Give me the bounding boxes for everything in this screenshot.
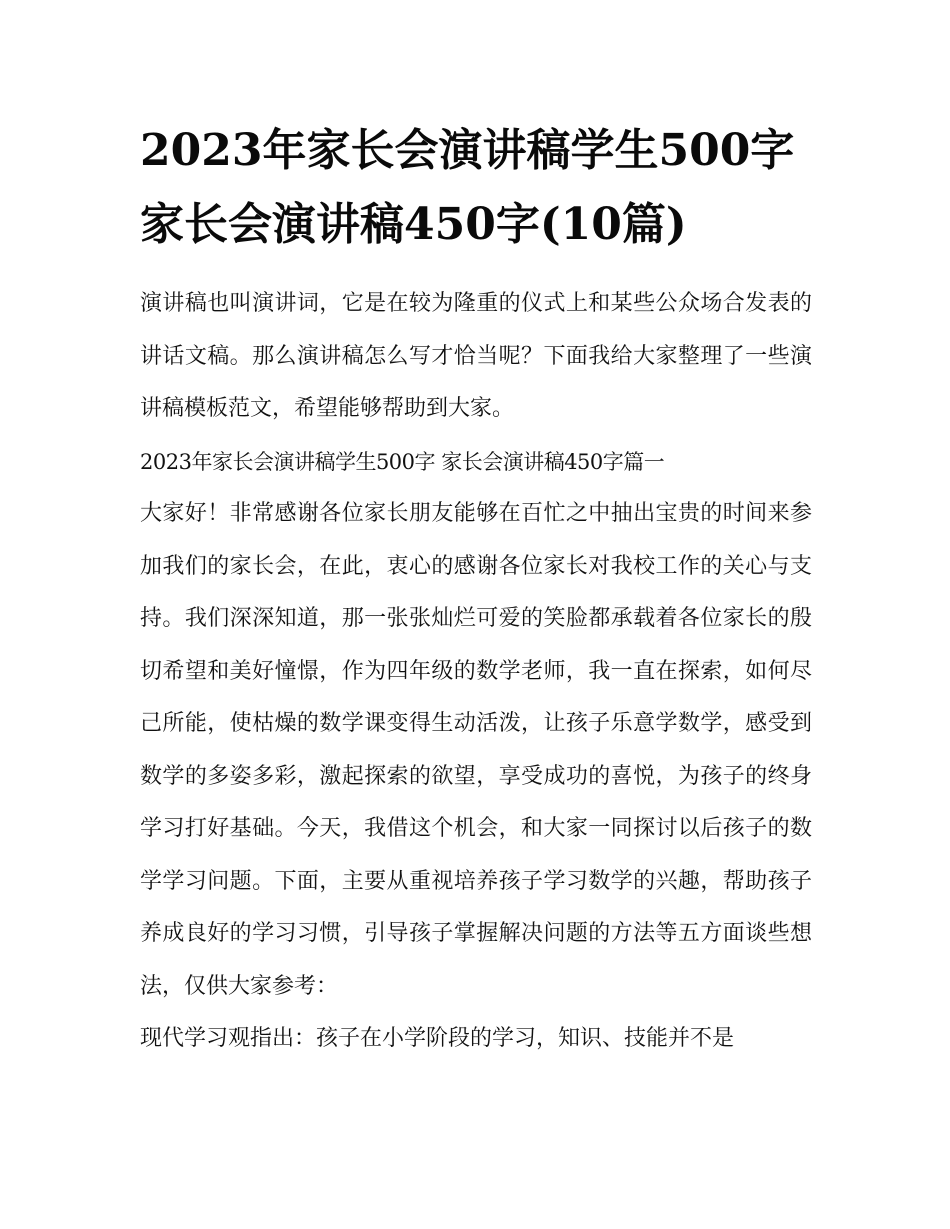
document-title: 2023年家长会演讲稿学生500字 家长会演讲稿450字(10篇) [140,125,795,250]
document-body [140,278,812,1066]
section-heading: 2023年家长会演讲稿学生500字 家长会演讲稿450字篇一 [140,449,665,474]
speech-paragraph: 大家好！非常感谢各位家长朋友能够在百忙之中抽出宝贵的时间来参加我们的家长会，在此，衷心的感谢各位家长对我校工作的关心与支持。我们深深知道，那一张张灿烂可爱的笑脸都承载着各位家长的殷切希望和美好憧憬，作为四年级的数学老师，我一直在探索，如何尽己所能，使枯燥的数学课变得生动活泼，让孩子乐意学数学，感受到数学的多姿多彩，激起探索的欲望，享受成功的喜悦，为孩子的终身学习打好基础。今天，我借这个机会，和大家一同探讨以后孩子的数学学习问题。下面，主要从重视培养孩子学习数学的兴趣，帮助孩子养成良好的学习习惯，引导孩子掌握解决问题的方法等五方面谈些想法，仅供大家参考： [140,501,812,999]
intro-paragraph: 演讲稿也叫演讲词，它是在较为隆重的仪式上和某些公众场合发表的讲话文稿。那么演讲稿怎么写才恰当呢？下面我给大家整理了一些演讲稿模板范文，希望能够帮助到大家。 [140,291,812,421]
continuation-paragraph: 现代学习观指出：孩子在小学阶段的学习，知识、技能并不是 [140,1026,735,1051]
